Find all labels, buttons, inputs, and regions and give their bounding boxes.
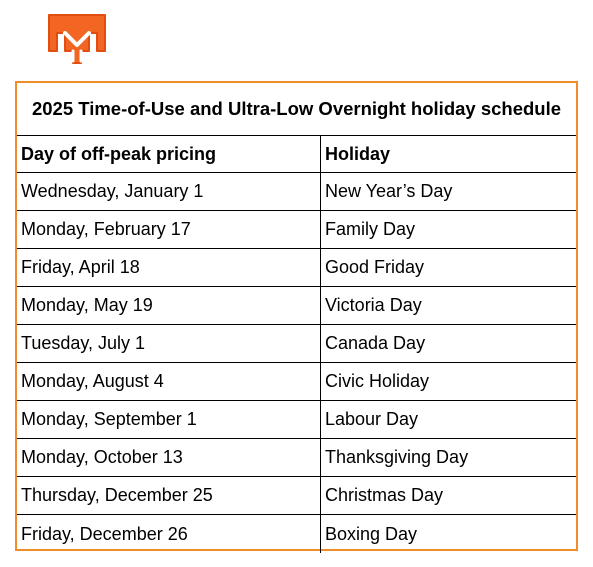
table-header-row bbox=[17, 136, 576, 173]
table-row bbox=[17, 439, 576, 477]
table-row bbox=[17, 249, 576, 287]
day-cell: Monday, September 1 bbox=[17, 401, 321, 438]
table-row bbox=[17, 211, 576, 249]
day-cell: Tuesday, July 1 bbox=[17, 325, 321, 362]
holiday-cell: Family Day bbox=[325, 219, 416, 239]
holiday-cell: Good Friday bbox=[325, 257, 425, 277]
day-cell: Monday, May 19 bbox=[17, 287, 321, 324]
holiday-cell: Boxing Day bbox=[325, 523, 418, 544]
table-row bbox=[17, 287, 576, 325]
table-title: 2025 Time-of-Use and Ultra-Low Overnight holiday schedule bbox=[17, 83, 576, 136]
holiday-cell: Civic Holiday bbox=[325, 371, 430, 391]
holiday-cell: New Year’s Day bbox=[325, 181, 453, 201]
company-logo bbox=[45, 11, 109, 69]
table-row bbox=[17, 325, 576, 363]
holiday-schedule-table bbox=[15, 81, 578, 551]
logo-mark-icon bbox=[45, 11, 109, 69]
holiday-cell: Canada Day bbox=[325, 333, 426, 353]
table-row bbox=[17, 173, 576, 211]
header-holiday: Holiday bbox=[325, 143, 391, 164]
day-cell: Monday, February 17 bbox=[17, 211, 321, 248]
day-cell: Monday, August 4 bbox=[17, 363, 321, 400]
table-row bbox=[17, 363, 576, 401]
holiday-cell: Victoria Day bbox=[325, 295, 422, 315]
day-cell: Monday, October 13 bbox=[17, 439, 321, 476]
holiday-cell: Christmas Day bbox=[325, 485, 444, 505]
holiday-cell: Labour Day bbox=[325, 409, 419, 429]
day-cell: Wednesday, January 1 bbox=[17, 173, 321, 210]
day-cell: Friday, April 18 bbox=[17, 249, 321, 286]
holiday-cell: Thanksgiving Day bbox=[325, 447, 469, 467]
table-row bbox=[17, 477, 576, 515]
table-row bbox=[17, 515, 576, 553]
header-day-of-off-peak-pricing: Day of off-peak pricing bbox=[17, 136, 321, 172]
day-cell: Thursday, December 25 bbox=[17, 477, 321, 514]
day-cell: Friday, December 26 bbox=[17, 515, 321, 553]
table-row bbox=[17, 401, 576, 439]
